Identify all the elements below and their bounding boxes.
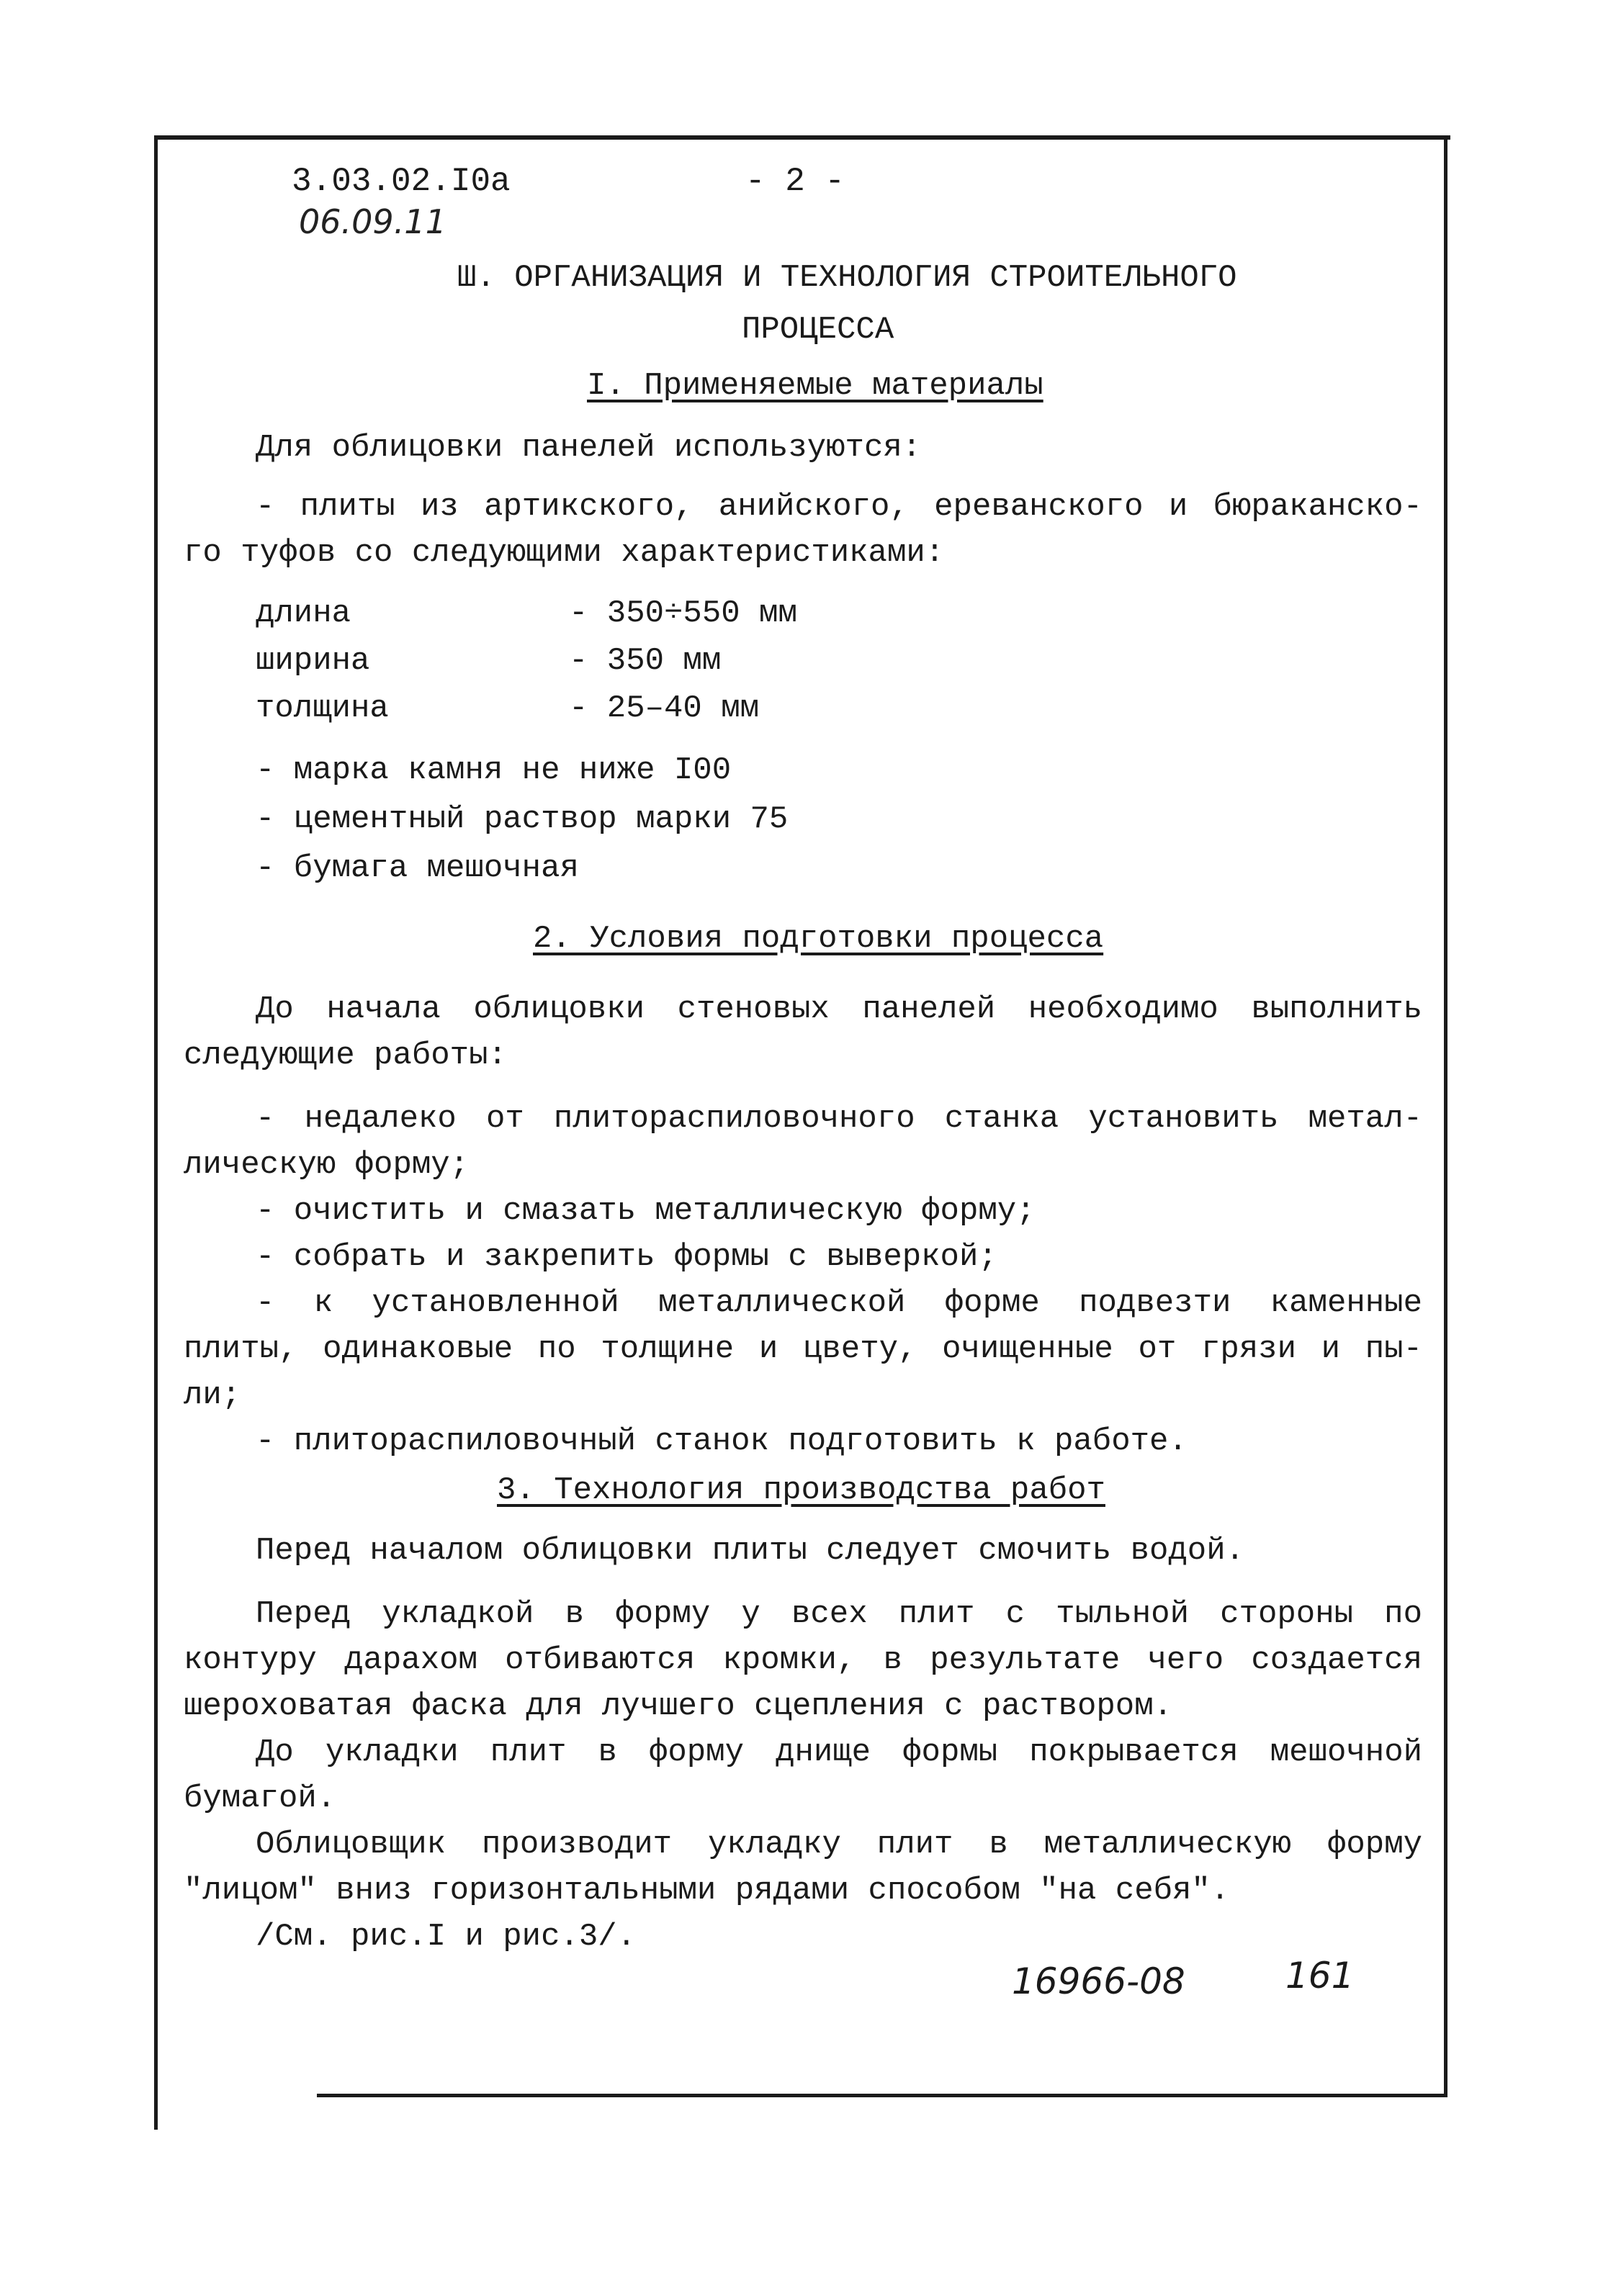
dim-row [184,685,1422,747]
sub2-b1-line2: лическую форму; [184,1147,470,1183]
section-title-row [184,255,1422,307]
sub3-p3-line2: бумагой. [184,1780,336,1816]
sub3-p1: Перед началом облицовки плиты следует смочить водой. [256,1533,1245,1569]
sub3-p2-line2: контуру дарахом отбиваются кромки, в результате чего создается [184,1642,1422,1678]
sub1-intro: Для облицовки панелей используются: [256,430,922,466]
sub1-list-item: - цементный раствор марки 75 [256,801,789,837]
sub3-p3-line1: До укладки плит в форму днище формы покрывается мешочной [256,1734,1422,1770]
hand-date-row [184,202,1422,242]
sub1-item1-row1 [184,484,1422,530]
sub3-p4-line2: "лицом" вниз горизонтальными рядами способом "на себя". [184,1873,1230,1909]
sub1-heading: I. Применяемые материалы [587,368,1043,404]
sub3-p5-row [184,1914,1422,1960]
list-item [184,845,1422,894]
sub3-p4-row1 [184,1822,1422,1868]
sub1-list-item: - бумага мешочная [256,850,579,886]
list-item [184,796,1422,845]
sub2-b2-row [184,1188,1422,1234]
sub2-b5-row [184,1418,1422,1464]
sub3-p4-line1: Облицовщик производит укладку плит в металлическую форму [256,1827,1422,1863]
dim-row [184,638,1422,685]
sub3-p2-row3 [184,1683,1422,1729]
sub2-b3: - собрать и закрепить формы с выверкой; [256,1239,997,1275]
doc-code: 3.03.02.I0a [292,163,511,200]
frame-bottom-border [317,2094,1447,2097]
sub2-b4-row2 [184,1326,1422,1372]
sub2-b4-row1 [184,1280,1422,1326]
sub1-intro-row [184,425,1422,484]
sub2-p1-row2 [184,1032,1422,1096]
sub2-b1-row1 [184,1096,1422,1142]
sub2-b5: - плиторaспиловочный станок подготовить к работе. [256,1423,1188,1459]
sub1-item1-line2: го туфов со следующими характеристиками: [184,535,945,571]
dim-label: толщина [256,690,389,726]
sub2-p1-line2: следующие работы: [184,1037,507,1073]
sub1-list-item: - марка камня не ниже I00 [256,752,732,788]
sub2-heading: 2. Условия подготовки процесса [533,921,1104,957]
frame-left-border [154,135,158,2130]
sub2-b4-line2: плиты, одинаковые по толщине и цвету, очищенные от грязи и пы- [184,1331,1422,1367]
sub3-p2-row2 [184,1637,1422,1683]
sub3-p3-row2 [184,1775,1422,1822]
page-number: - 2 - [745,163,845,200]
section-title-line1: Ш. ОРГАНИЗАЦИЯ И ТЕХНОЛОГИЯ СТРОИТЕЛЬНОГО [457,260,1237,296]
sub2-b2: - очистить и смазать металлическую форму; [256,1193,1036,1229]
sub1-item1-row2 [184,530,1422,590]
section-title-row2 [184,307,1422,359]
sub2-b4-line1: - к установленной металлической форме подвезти каменные [256,1285,1422,1321]
sub2-heading-row [184,916,1422,986]
dim-value: - 350 мм [569,643,722,679]
dim-label: длина [256,595,351,631]
handwritten-date: 06.09.11 [299,202,446,241]
handwritten-code: 16966-08 [1012,1960,1185,2002]
list-item [184,747,1422,796]
sub2-p1-line1: До начала облицовки стеновых панелей необходимо выполнить [256,991,1422,1027]
handwritten-sheet: 161 [1285,1955,1355,1996]
sub2-p1-row1 [184,986,1422,1032]
dim-value: - 25–40 мм [569,690,760,726]
header-row [184,158,1422,202]
sub3-p3-row1 [184,1729,1422,1775]
sub1-heading-row [184,363,1422,425]
footer-row [184,1955,1422,2010]
sub3-p2-line3: шероховатая фаска для лучшего сцепления с раствором. [184,1688,1173,1724]
sub3-p2-row1 [184,1591,1422,1637]
frame-right-border [1444,135,1447,2097]
dim-value: - 350÷550 мм [569,595,797,631]
section-title-line2: ПРОЦЕССА [742,312,894,348]
sub3-heading: 3. Технология производства работ [497,1472,1105,1508]
sub2-b3-row [184,1234,1422,1280]
sub2-b4-line3: ли; [184,1377,241,1413]
frame-top-border [154,135,1450,140]
sub2-b1-row2 [184,1142,1422,1188]
sub2-b4-row3 [184,1372,1422,1418]
sub3-p2-line1: Перед укладкой в форму у всех плит с тыльной стороны по [256,1596,1422,1632]
sub3-p1-row [184,1528,1422,1591]
sub2-b1-line1: - недалеко от плиторaспиловочного станка установить метал- [256,1101,1422,1137]
sub3-p5: /См. рис.I и рис.3/. [256,1919,637,1955]
sub3-heading-row [184,1467,1422,1528]
dim-row [184,590,1422,638]
sub1-item1-line1: - плиты из артикского, анийского, ереванского и бюраканско- [256,489,1422,525]
sub3-p4-row2 [184,1868,1422,1914]
page-content [184,158,1422,2010]
dim-label: ширина [256,643,370,679]
